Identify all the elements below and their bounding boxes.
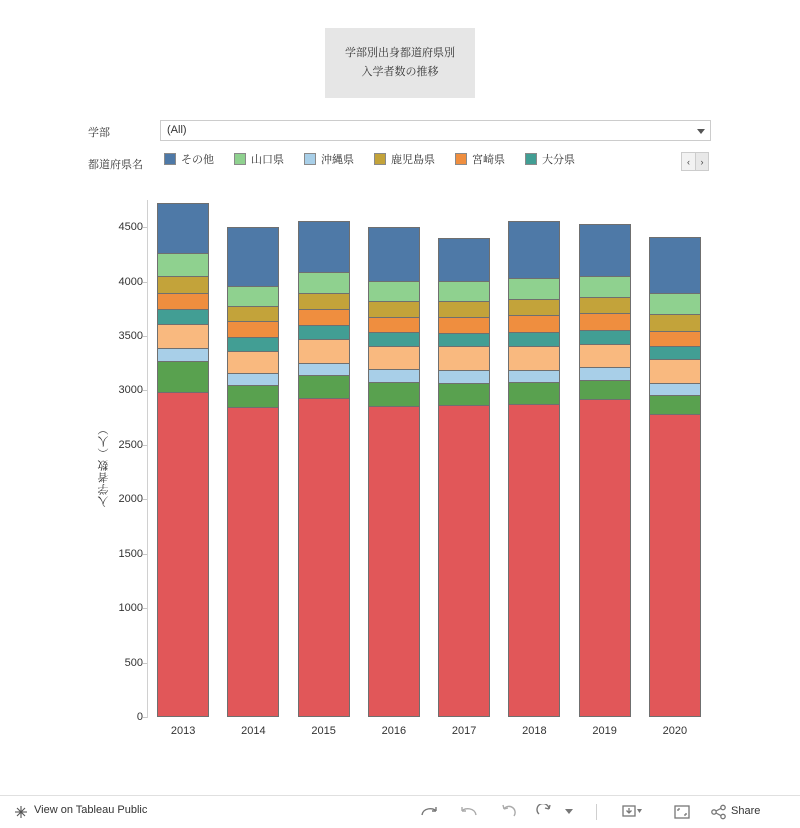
- bar-segment[interactable]: [227, 385, 279, 407]
- title-line-2: 入学者数の推移: [361, 66, 439, 78]
- legend-color-swatch: [164, 153, 176, 165]
- chevron-down-icon: [697, 129, 705, 134]
- y-axis-tick-mark: [143, 282, 147, 283]
- bar-segment[interactable]: [368, 227, 420, 281]
- bar-segment[interactable]: [438, 317, 490, 333]
- y-axis-tick-label: 4500: [118, 221, 143, 234]
- legend-item-label: 沖縄県: [321, 154, 354, 166]
- y-axis-tick-mark: [143, 717, 147, 718]
- bar-segment[interactable]: [508, 370, 560, 383]
- bar-segment[interactable]: [438, 238, 490, 282]
- refresh-dropdown-caret-icon[interactable]: [562, 803, 576, 821]
- y-axis-tick-mark: [143, 390, 147, 391]
- bar-segment[interactable]: [438, 383, 490, 405]
- x-axis-tick-label: 2016: [381, 725, 407, 737]
- bar-segment[interactable]: [157, 361, 209, 393]
- bar-segment[interactable]: [157, 253, 209, 276]
- bar-segment[interactable]: [649, 293, 701, 314]
- legend-item[interactable]: [234, 151, 284, 167]
- y-axis-tick-mark: [143, 554, 147, 555]
- faculty-filter-dropdown[interactable]: [160, 120, 711, 141]
- bar-segment[interactable]: [157, 348, 209, 361]
- legend-item[interactable]: [374, 151, 435, 167]
- bottom-toolbar: [0, 795, 800, 828]
- redo-icon[interactable]: [418, 803, 440, 821]
- bar-segment[interactable]: [157, 276, 209, 292]
- legend-item-label: その他: [181, 154, 214, 166]
- download-icon[interactable]: [620, 803, 644, 821]
- bar-segment[interactable]: [579, 367, 631, 380]
- bar-segment[interactable]: [227, 306, 279, 321]
- y-axis-title: 入学者数（人）: [98, 423, 110, 507]
- bar-segment[interactable]: [508, 221, 560, 278]
- filter-row: [0, 120, 800, 144]
- bar-segment[interactable]: [508, 382, 560, 403]
- bar-segment[interactable]: [579, 297, 631, 313]
- stacked-bar[interactable]: [508, 221, 560, 717]
- bar-segment[interactable]: [227, 321, 279, 336]
- legend-item[interactable]: [304, 151, 354, 167]
- bar-segment[interactable]: [649, 359, 701, 382]
- y-axis-tick-label: 3500: [118, 330, 143, 343]
- bar-segment[interactable]: [368, 301, 420, 317]
- bar-segment[interactable]: [227, 373, 279, 386]
- bar-segment[interactable]: [298, 363, 350, 375]
- refresh-icon[interactable]: [534, 803, 556, 821]
- stacked-bar[interactable]: [157, 203, 209, 717]
- bar-segment[interactable]: [649, 346, 701, 360]
- x-axis-tick-label: 2019: [592, 725, 617, 737]
- legend-color-swatch: [304, 153, 316, 165]
- bar-segment[interactable]: [579, 276, 631, 297]
- y-axis-ticks: [105, 200, 143, 723]
- legend-item-label: 宮崎県: [472, 154, 505, 166]
- legend-item[interactable]: [455, 151, 505, 167]
- legend-title: 都道府県名: [88, 159, 143, 171]
- y-axis-tick-label: 1500: [118, 547, 143, 560]
- share-button-label[interactable]: Share: [731, 805, 761, 817]
- x-axis-tick-label: 2018: [522, 725, 547, 737]
- bar-segment[interactable]: [368, 346, 420, 369]
- x-axis-tick-label: 2017: [451, 725, 477, 737]
- chart-area: [0, 180, 800, 760]
- y-axis-tick-mark: [143, 608, 147, 609]
- bar-segment[interactable]: [298, 272, 350, 293]
- legend-item-label: 鹿児島県: [391, 154, 435, 166]
- bar-segment[interactable]: [298, 293, 350, 309]
- bar-segment[interactable]: [438, 370, 490, 383]
- bar-segment[interactable]: [508, 278, 560, 299]
- bar-segment[interactable]: [227, 286, 279, 306]
- fullscreen-icon[interactable]: [670, 803, 694, 821]
- bar-segment[interactable]: [438, 346, 490, 369]
- y-axis-tick-mark: [143, 227, 147, 228]
- bar-segment[interactable]: [438, 301, 490, 317]
- bar-segment[interactable]: [368, 332, 420, 346]
- bar-segment[interactable]: [649, 383, 701, 395]
- faculty-filter-value: (All): [167, 124, 187, 136]
- legend-color-swatch: [234, 153, 246, 165]
- y-axis-tick-label: 3000: [118, 384, 143, 397]
- undo-icon[interactable]: [458, 803, 480, 821]
- revert-icon[interactable]: [498, 803, 520, 821]
- bar-segment[interactable]: [368, 317, 420, 332]
- legend-color-swatch: [374, 153, 386, 165]
- bar-segment[interactable]: [368, 281, 420, 301]
- bar-segment[interactable]: [649, 314, 701, 330]
- legend-color-swatch: [525, 153, 537, 165]
- bar-segment[interactable]: [438, 281, 490, 301]
- y-axis-tick-label: 4000: [118, 275, 143, 288]
- bar-segment[interactable]: [579, 313, 631, 329]
- dashboard-title: [325, 28, 475, 98]
- bar-segment[interactable]: [649, 414, 701, 717]
- bar-segment[interactable]: [157, 293, 209, 310]
- x-axis-tick-label: 2020: [662, 725, 688, 737]
- bar-segment[interactable]: [298, 325, 350, 340]
- y-axis-tick-label: 500: [124, 656, 143, 669]
- y-axis-tick-label: 1000: [118, 602, 143, 615]
- stacked-bar[interactable]: [649, 237, 701, 717]
- bar-segment[interactable]: [227, 337, 279, 351]
- bar-segment[interactable]: [298, 375, 350, 398]
- title-line-1: 学部別出身都道府県別: [345, 47, 455, 59]
- bar-segment[interactable]: [157, 392, 209, 717]
- y-axis-tick-label: 0: [136, 711, 143, 723]
- bar-segment[interactable]: [438, 405, 490, 717]
- legend: [0, 151, 800, 173]
- bar-segment[interactable]: [368, 406, 420, 717]
- bar-segment[interactable]: [508, 332, 560, 346]
- y-axis-tick-mark: [143, 663, 147, 664]
- view-on-tableau-public-link[interactable]: View on Tableau Public: [34, 804, 148, 816]
- legend-items: [164, 151, 595, 167]
- legend-next-button[interactable]: ›: [695, 153, 708, 170]
- share-icon[interactable]: [708, 803, 730, 821]
- bar-segment[interactable]: [298, 339, 350, 362]
- legend-prev-button[interactable]: ‹: [687, 156, 690, 167]
- bar-segment[interactable]: [298, 398, 350, 717]
- toolbar-divider: [596, 804, 597, 820]
- bar-segment[interactable]: [579, 330, 631, 344]
- filter-label: 学部: [88, 127, 110, 139]
- legend-item-label: 大分県: [542, 154, 575, 166]
- bar-segment[interactable]: [298, 309, 350, 325]
- y-axis-tick-mark: [143, 445, 147, 446]
- y-axis-tick-mark: [143, 499, 147, 500]
- bar-segment[interactable]: [508, 315, 560, 331]
- bar-segment[interactable]: [368, 369, 420, 382]
- legend-item[interactable]: [525, 151, 575, 167]
- y-axis-tick-label: 2500: [118, 438, 143, 451]
- x-axis-tick-label: 2013: [170, 725, 196, 737]
- bar-segment[interactable]: [649, 395, 701, 414]
- y-axis-tick-label: 2000: [118, 493, 143, 506]
- stacked-bar[interactable]: [298, 221, 350, 717]
- y-axis-tick-mark: [143, 336, 147, 337]
- bar-segment[interactable]: [579, 380, 631, 400]
- bar-segment[interactable]: [298, 221, 350, 273]
- bar-segment[interactable]: [508, 299, 560, 315]
- bar-segment[interactable]: [649, 331, 701, 346]
- bar-segment[interactable]: [157, 203, 209, 253]
- stacked-bar[interactable]: [579, 224, 631, 717]
- stacked-bar[interactable]: [368, 227, 420, 717]
- bar-segment[interactable]: [438, 333, 490, 347]
- bar-segment[interactable]: [227, 227, 279, 286]
- bar-segment[interactable]: [508, 346, 560, 370]
- legend-item[interactable]: [164, 151, 214, 167]
- x-axis-tick-label: 2014: [241, 725, 266, 737]
- tableau-logo-icon: [14, 805, 28, 819]
- legend-pager[interactable]: [681, 152, 709, 171]
- plot-bars: [148, 200, 710, 717]
- legend-item-label: 山口県: [251, 154, 284, 166]
- x-axis-tick-label: 2015: [311, 725, 336, 737]
- bar-segment[interactable]: [579, 344, 631, 367]
- bar-segment[interactable]: [227, 351, 279, 373]
- legend-color-swatch: [455, 153, 467, 165]
- stacked-bar[interactable]: [438, 238, 490, 717]
- bar-segment[interactable]: [508, 404, 560, 717]
- bar-segment[interactable]: [157, 309, 209, 323]
- bar-segment[interactable]: [579, 399, 631, 717]
- bar-segment[interactable]: [157, 324, 209, 348]
- bar-segment[interactable]: [579, 224, 631, 276]
- bar-segment[interactable]: [227, 407, 279, 717]
- bar-segment[interactable]: [649, 237, 701, 293]
- stacked-bar[interactable]: [227, 227, 279, 717]
- bar-segment[interactable]: [368, 382, 420, 405]
